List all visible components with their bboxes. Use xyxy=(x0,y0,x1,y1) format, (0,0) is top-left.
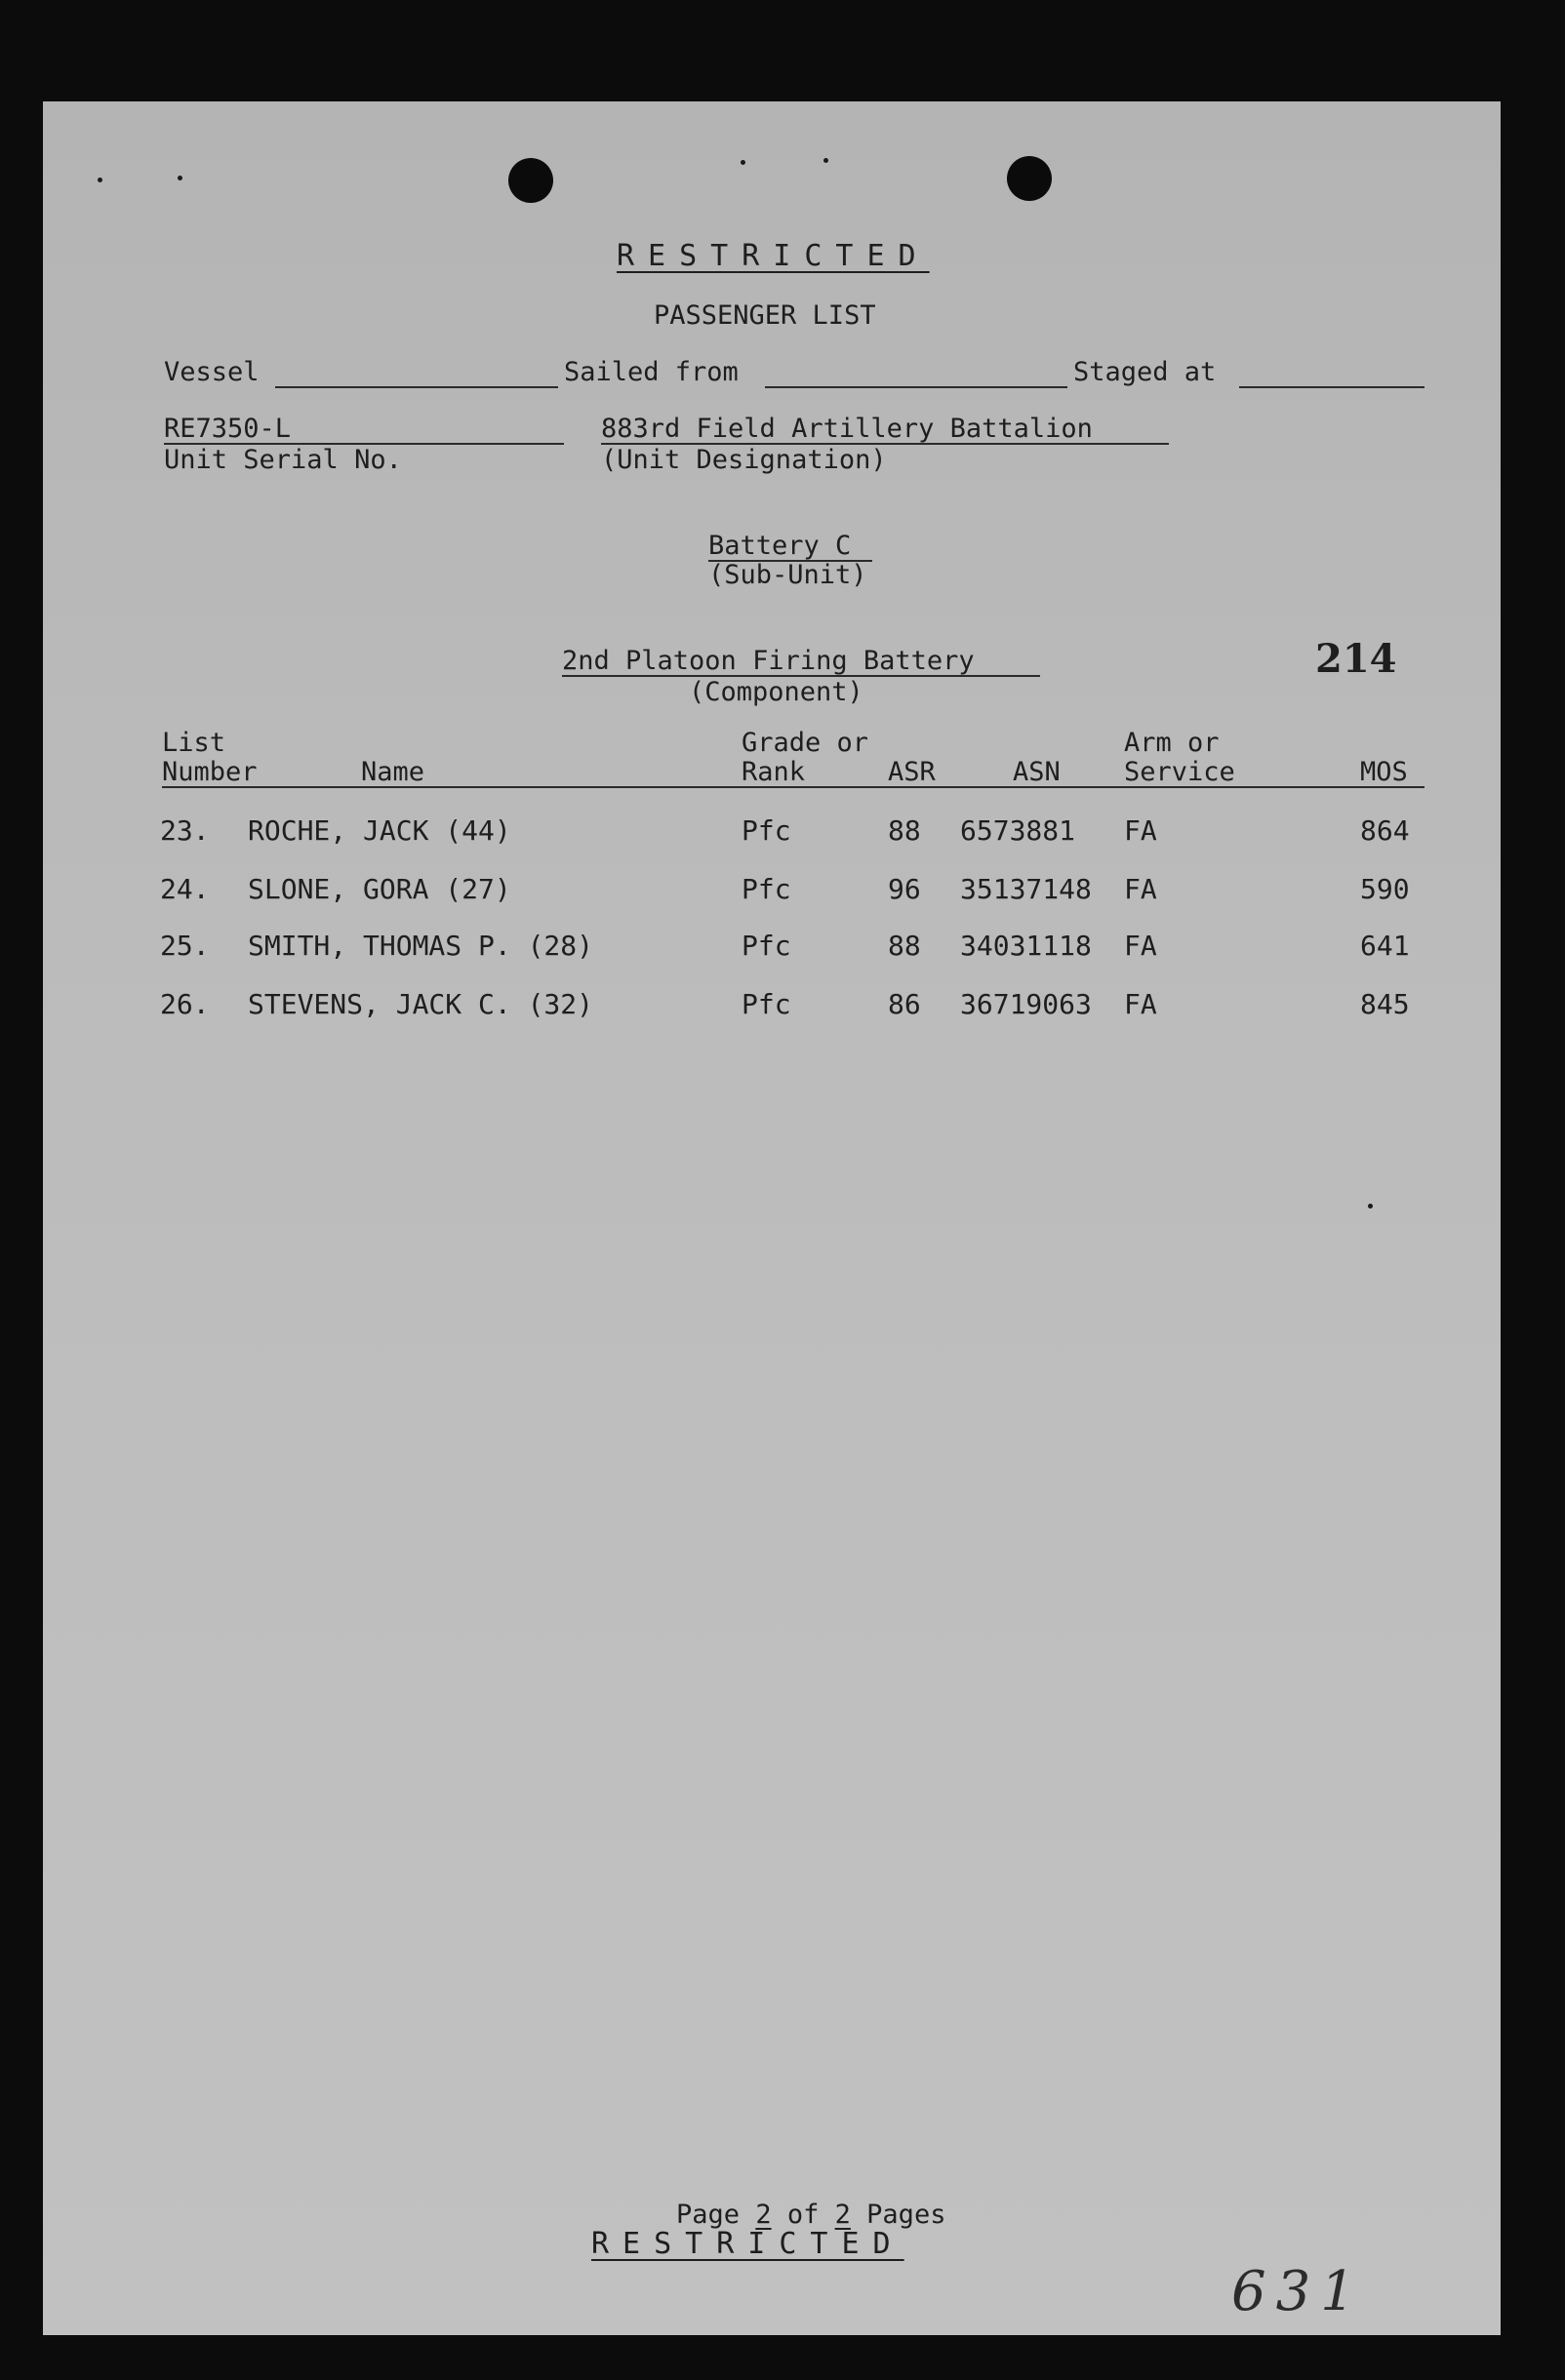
col-name-header: Name xyxy=(361,757,425,787)
page-current: 2 xyxy=(755,2200,772,2230)
sub-unit-value: Battery C xyxy=(708,531,852,561)
col-asr-header: ASR xyxy=(888,757,936,787)
row-number: 23. xyxy=(160,814,210,847)
row-asr: 88 xyxy=(888,814,921,847)
staged-at-blank xyxy=(1239,386,1425,388)
pages-word: Pages xyxy=(866,2200,946,2230)
speck xyxy=(1368,1204,1373,1209)
row-name: SMITH, THOMAS P. (28) xyxy=(248,930,594,962)
page-title: PASSENGER LIST xyxy=(654,300,876,331)
unit-designation-value: 883rd Field Artillery Battalion xyxy=(601,414,1093,444)
row-asr: 96 xyxy=(888,873,921,905)
staged-at-label: Staged at xyxy=(1073,357,1217,387)
row-asn: 36719063 xyxy=(960,988,1092,1020)
col-mos-header: MOS xyxy=(1360,757,1408,787)
vessel-blank xyxy=(275,386,558,388)
row-grade: Pfc xyxy=(742,930,791,962)
speck xyxy=(178,176,182,180)
row-arm: FA xyxy=(1124,873,1157,905)
row-number: 24. xyxy=(160,873,210,905)
speck xyxy=(823,158,828,163)
col-asn-header: ASN xyxy=(1013,757,1061,787)
col-grade-header-1: Grade or xyxy=(742,728,869,758)
row-grade: Pfc xyxy=(742,873,791,905)
vessel-label: Vessel xyxy=(164,357,260,387)
col-list-header-1: List xyxy=(162,728,226,758)
row-arm: FA xyxy=(1124,814,1157,847)
page-total: 2 xyxy=(834,2200,851,2230)
row-mos: 590 xyxy=(1360,873,1410,905)
handwritten-number: 631 xyxy=(1231,2260,1365,2323)
row-mos: 864 xyxy=(1360,814,1410,847)
sailed-from-blank xyxy=(765,386,1067,388)
row-asn: 6573881 xyxy=(960,814,1076,847)
row-grade: Pfc xyxy=(742,814,791,847)
col-grade-header-2: Rank xyxy=(742,757,806,787)
row-arm: FA xyxy=(1124,988,1157,1020)
restricted-header: RESTRICTED xyxy=(617,239,930,273)
row-asn: 35137148 xyxy=(960,873,1092,905)
header-rule xyxy=(162,786,1425,788)
restricted-footer: RESTRICTED xyxy=(591,2227,904,2261)
component-label: (Component) xyxy=(689,677,863,707)
row-mos: 641 xyxy=(1360,930,1410,962)
sub-unit-label: (Sub-Unit) xyxy=(708,560,867,590)
row-asr: 86 xyxy=(888,988,921,1020)
unit-serial-value: RE7350-L xyxy=(164,414,292,444)
row-asr: 88 xyxy=(888,930,921,962)
col-arm-header-2: Service xyxy=(1124,757,1235,787)
row-grade: Pfc xyxy=(742,988,791,1020)
row-number: 25. xyxy=(160,930,210,962)
row-asn: 34031118 xyxy=(960,930,1092,962)
speck xyxy=(98,178,102,182)
unit-designation-label: (Unit Designation) xyxy=(601,445,887,475)
row-name: STEVENS, JACK C. (32) xyxy=(248,988,594,1020)
page-word: Page xyxy=(676,2200,741,2230)
speck xyxy=(741,160,745,165)
document-page xyxy=(43,101,1501,2335)
col-list-header-2: Number xyxy=(162,757,258,787)
unit-serial-label: Unit Serial No. xyxy=(164,445,402,475)
row-number: 26. xyxy=(160,988,210,1020)
page-stamp-number: 214 xyxy=(1315,636,1397,682)
punch-hole-right xyxy=(1007,156,1052,201)
of-word: of xyxy=(786,2200,820,2230)
col-arm-header-1: Arm or xyxy=(1124,728,1220,758)
punch-hole-left xyxy=(508,158,553,203)
sailed-from-label: Sailed from xyxy=(564,357,739,387)
row-name: ROCHE, JACK (44) xyxy=(248,814,511,847)
row-name: SLONE, GORA (27) xyxy=(248,873,511,905)
row-mos: 845 xyxy=(1360,988,1410,1020)
row-arm: FA xyxy=(1124,930,1157,962)
component-value: 2nd Platoon Firing Battery xyxy=(562,646,975,676)
